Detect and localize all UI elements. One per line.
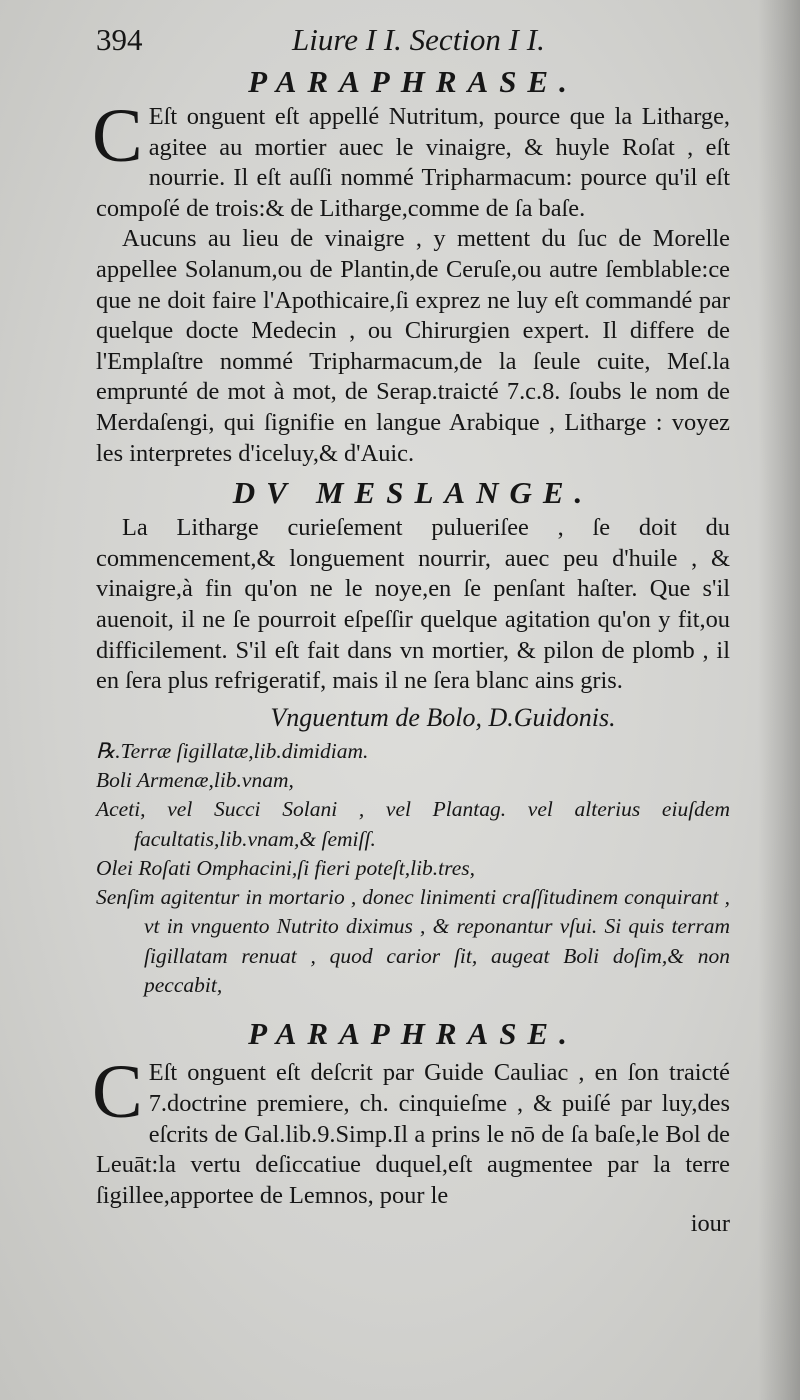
- paragraph-meslange: La Litharge curieſement pulueriſee , ſe doit du commencement,& longuement nourrir, auec peu d'huile , & vinaigre,à fin qu'on ne le noye,en ſe penſant haſter. Que s'il auenoit, il ne ſe pourroit eſpeſſir quelque agitation qu'on y fit,ou difficilement. S'il eſt fait dans vn mortier, & pilon de plomb , il en ſera plus refrigeratif, mais il ne ſera blanc ains gris.: [96, 514, 730, 695]
- page-number: 394: [96, 22, 143, 57]
- paragraph-paraphrase-2: Aucuns au lieu de vinaigre , y mettent du ſuc de Morelle appellee Solanum,ou de Plantin,de Ceruſe,ou autre ſemblable:ce que ne doit faire l'Apothicaire,ſi exprez ne luy eſt commandé par quelque docte Medecin , ou Chirurgien expert. Il differe de l'Emplaſtre nommé Tripharmacum,de la ſeule cuite, Meſ.la emprunté de mot à mot, de Serap.traicté 7.c.8. ſoubs le nom de Merdaſengi, qui ſignifie en langue Arabique , Litharge : voyez les interpretes d'iceluy,& d'Auic.: [96, 225, 730, 467]
- heading-du-meslange: DV MESLANGE.: [232, 475, 594, 511]
- paragraph-paraphrase-3: [92, 1050, 730, 1211]
- formula-title: Vnguentum de Bolo, D.Guidonis.: [270, 702, 616, 732]
- paragraph-text: Eſt onguent eſt deſcrit par Guide Cauliac , en ſon traicté 7.doctrine premiere, ch. cinquieſme , & puiſé par luy,des eſcrits de Gal.lib.9.Simp.Il a prins le nō de ſa baſe,le Bol de Leuāt:la vertu deſiccatiue duquel,eſt augmentee par la terre ſigillee,apportee de Lemnos, pour le: [96, 1059, 730, 1209]
- page-header: [96, 22, 730, 62]
- running-head: Liure I I. Section I I.: [292, 22, 545, 57]
- catchword: iour: [690, 1210, 730, 1238]
- page-edge-shadow: [758, 0, 800, 1400]
- formula-line: Boli Armenæ,lib.vnam,: [96, 767, 294, 792]
- heading-paraphrase: PARAPHRASE.: [248, 64, 578, 99]
- heading-paraphrase-2: PARAPHRASE.: [248, 1016, 578, 1052]
- formula-instruction: Senſim agitentur in mortario , donec linimenti craſſitudinem conquirant , vt in vnguento Nutrito diximus , & reponantur vſui. Si quis terram ſigillatam renuat , quod carior ſit, augeat Boli doſim,& non peccabit,: [96, 885, 730, 998]
- formula-line: Aceti, vel Succi Solani , vel Plantag. vel alterius eiuſdem facultatis,lib.vnam,& ſemiſſ.: [96, 797, 730, 851]
- paragraph-paraphrase-1: [92, 94, 730, 224]
- paragraph-text: Eſt onguent eſt appellé Nutritum, pource que la Litharge, agitee au mortier auec le vinaigre, & huyle Roſat , eſt nourrie. Il eſt auſſi nommé Tripharmacum: pource qu'il eſt compoſé de trois:& de Litharge,comme de ſa baſe.: [96, 103, 730, 222]
- formula-line: ℞.Terræ ſigillatæ,lib.dimidiam.: [96, 738, 369, 763]
- drop-cap: C: [92, 1050, 143, 1135]
- drop-cap: C: [92, 94, 143, 178]
- formula-line: Olei Roſati Omphacini,ſi fieri poteſt,lib.tres,: [96, 855, 476, 880]
